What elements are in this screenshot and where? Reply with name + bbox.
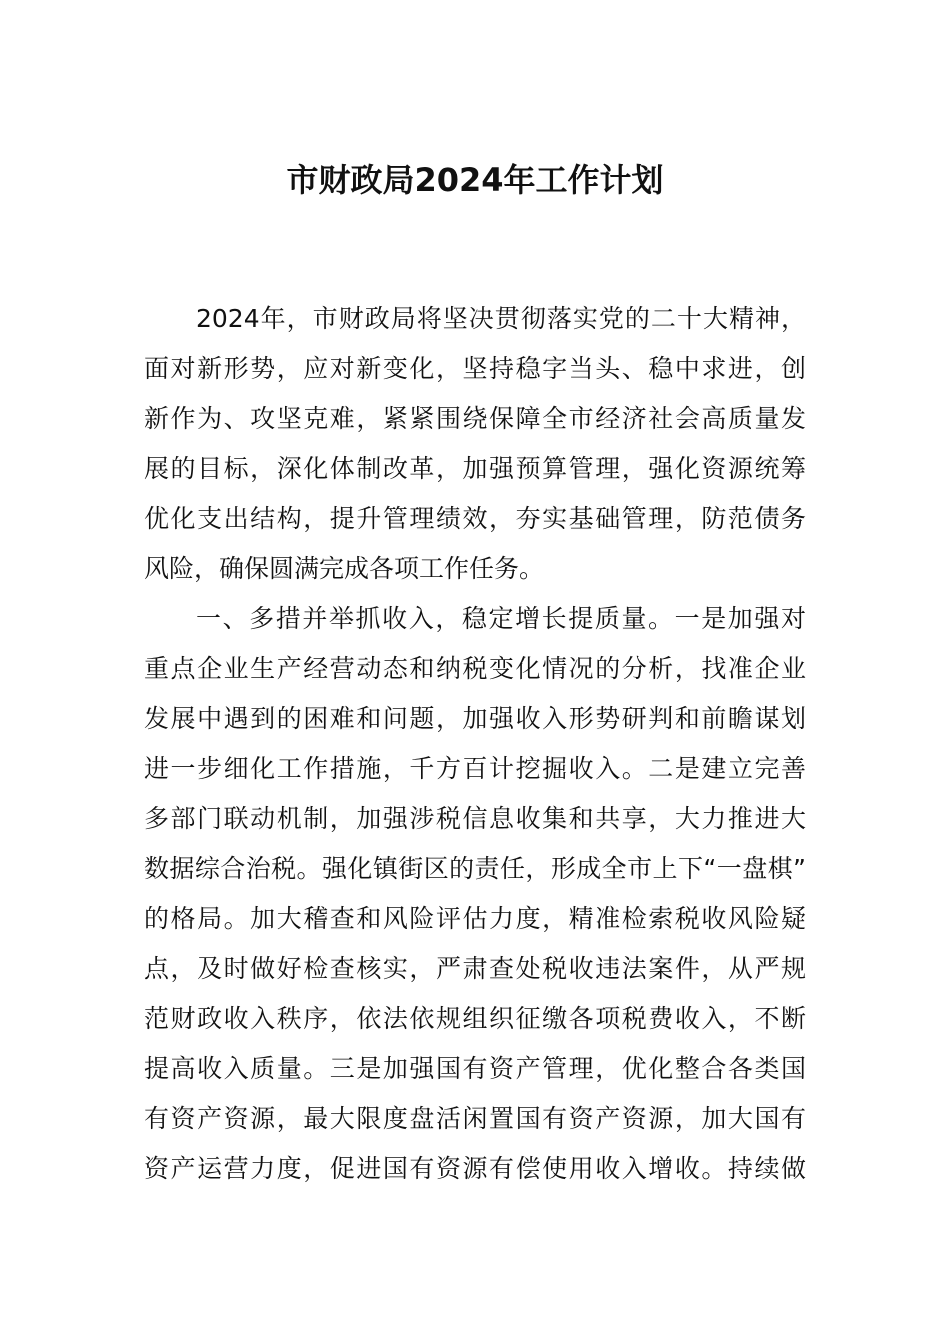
text-line: 重点企业生产经营动态和纳税变化情况的分析，找准企业	[144, 654, 806, 683]
text-line: 有资产资源，最大限度盘活闲置国有资产资源，加大国有	[144, 1104, 806, 1133]
paragraph-section-one	[144, 594, 806, 1194]
text-line: 的格局。加大稽查和风险评估力度，精准检索税收风险疑	[144, 904, 806, 933]
text-line: 进一步细化工作措施，千方百计挖掘收入。二是建立完善	[144, 754, 806, 783]
text-line: 资产运营力度，促进国有资源有偿使用收入增收。持续做	[144, 1154, 806, 1183]
document-title: 市财政局2024年工作计划	[286, 161, 664, 199]
text-line: 新作为、攻坚克难，紧紧围绕保障全市经济社会高质量发	[144, 404, 806, 433]
text-line: 2024年，市财政局将坚决贯彻落实党的二十大精神，	[196, 304, 806, 333]
text-line: 优化支出结构，提升管理绩效，夯实基础管理，防范债务	[144, 504, 806, 533]
text-line: 提高收入质量。三是加强国有资产管理，优化整合各类国	[144, 1054, 806, 1083]
document-body	[144, 294, 806, 1194]
text-line: 面对新形势，应对新变化，坚持稳字当头、稳中求进，创	[144, 354, 806, 383]
text-line: 数据综合治税。强化镇街区的责任，形成全市上下“一盘棋”	[144, 854, 806, 883]
text-line: 展的目标，深化体制改革，加强预算管理，强化资源统筹	[144, 454, 806, 483]
text-line: 风险，确保圆满完成各项工作任务。	[144, 554, 545, 583]
text-line: 范财政收入秩序，依法依规组织征缴各项税费收入，不断	[144, 1004, 806, 1033]
text-line: 发展中遇到的困难和问题，加强收入形势研判和前瞻谋划	[144, 704, 806, 733]
text-line: 多部门联动机制，加强涉税信息收集和共享，大力推进大	[144, 804, 806, 833]
paragraph-intro	[144, 294, 806, 594]
text-line: 点，及时做好检查核实，严肃查处税收违法案件，从严规	[144, 954, 806, 983]
text-line: 一、多措并举抓收入，稳定增长提质量。一是加强对	[196, 604, 806, 633]
